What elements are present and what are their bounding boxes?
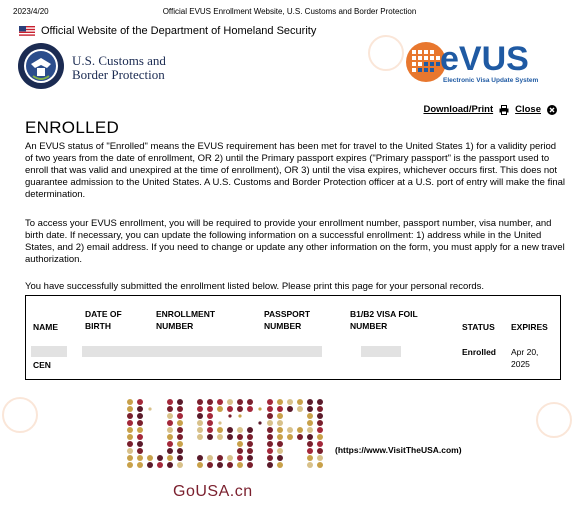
usa-dot bbox=[317, 427, 323, 433]
visit-the-usa-link[interactable]: (https://www.VisitTheUSA.com) bbox=[335, 445, 462, 455]
usa-dot bbox=[127, 399, 133, 405]
usa-dot bbox=[177, 462, 183, 468]
usa-dot bbox=[247, 455, 253, 461]
us-flag-icon bbox=[19, 26, 35, 36]
usa-dot bbox=[177, 441, 183, 447]
evus-tagline: Electronic Visa Update System bbox=[443, 77, 539, 84]
usa-dot bbox=[228, 414, 231, 417]
usa-dot bbox=[277, 441, 283, 447]
usa-dot bbox=[277, 420, 283, 426]
usa-dot bbox=[217, 434, 223, 440]
row-name: CEN bbox=[33, 360, 51, 370]
usa-dot bbox=[277, 406, 283, 412]
usa-dot bbox=[167, 462, 173, 468]
usa-dot bbox=[167, 406, 173, 412]
usa-dot bbox=[317, 420, 323, 426]
usa-dot bbox=[197, 413, 203, 419]
usa-dot bbox=[197, 406, 203, 412]
usa-dot bbox=[267, 413, 273, 419]
usa-dot bbox=[177, 413, 183, 419]
usa-dot bbox=[227, 427, 233, 433]
usa-dot bbox=[197, 462, 203, 468]
usa-dot bbox=[277, 448, 283, 454]
status-explanation: An EVUS status of "Enrolled" means the EVUS requirement has been met for travel to the United States 1) for a validity period of two years from the date of enrollment, OR 2) until the Primary passport expires ("Primary passport" is the passport used to enroll that was valid and unexpired at the time of enrollment), OR 3) until the visa expires, whichever occurs first. This does not guarantee admission to the United States. A U.S. Customs and Border Protection officer at a U.S. port of entry will make the final determination. bbox=[25, 141, 566, 201]
usa-dot bbox=[227, 406, 233, 412]
col-status: STATUS bbox=[462, 322, 495, 332]
usa-dot bbox=[317, 413, 323, 419]
col-visa-foil-number: B1/B2 VISA FOIL NUMBER bbox=[350, 309, 418, 331]
usa-dotted-logo bbox=[124, 396, 328, 471]
redacted-name-part bbox=[31, 346, 67, 357]
usa-dot bbox=[267, 441, 273, 447]
usa-dot bbox=[258, 421, 261, 424]
usa-dot bbox=[148, 407, 151, 410]
usa-dot bbox=[247, 406, 253, 412]
usa-dot bbox=[207, 399, 213, 405]
usa-dot bbox=[127, 441, 133, 447]
dhs-seal-icon bbox=[17, 42, 65, 90]
usa-dot bbox=[297, 427, 303, 433]
usa-dot bbox=[157, 462, 163, 468]
col-name: NAME bbox=[33, 322, 59, 332]
row-status: Enrolled bbox=[462, 347, 497, 357]
usa-dot bbox=[267, 462, 273, 468]
usa-dot bbox=[247, 399, 253, 405]
usa-dot bbox=[147, 462, 153, 468]
col-expires: EXPIRES bbox=[511, 322, 548, 332]
usa-dot bbox=[307, 441, 313, 447]
usa-dot bbox=[307, 413, 313, 419]
usa-dot bbox=[267, 455, 273, 461]
usa-dot bbox=[237, 441, 243, 447]
usa-dot bbox=[207, 427, 213, 433]
usa-dot bbox=[247, 441, 253, 447]
col-dob: DATE OF BIRTH bbox=[85, 309, 122, 331]
usa-dot bbox=[287, 427, 293, 433]
usa-dot bbox=[207, 406, 213, 412]
usa-dot bbox=[247, 427, 253, 433]
usa-dot bbox=[207, 462, 213, 468]
usa-dot bbox=[277, 413, 283, 419]
usa-dot bbox=[267, 399, 273, 405]
usa-dot bbox=[207, 455, 213, 461]
usa-dot bbox=[297, 434, 303, 440]
banner-text: Official Website of the Department of Homeland Security bbox=[41, 25, 317, 37]
usa-dot bbox=[197, 427, 203, 433]
usa-dot bbox=[177, 399, 183, 405]
redacted-visa-foil bbox=[361, 346, 401, 357]
usa-dot bbox=[167, 434, 173, 440]
col-enrollment-number: ENROLLMENT NUMBER bbox=[156, 309, 216, 331]
usa-dot bbox=[217, 427, 223, 433]
usa-dot bbox=[287, 399, 293, 405]
usa-dot bbox=[207, 434, 213, 440]
usa-dot bbox=[177, 427, 183, 433]
usa-dot bbox=[267, 420, 273, 426]
usa-dot bbox=[127, 462, 133, 468]
usa-dot bbox=[177, 455, 183, 461]
usa-dot bbox=[217, 462, 223, 468]
usa-dot bbox=[247, 462, 253, 468]
watermark-icon bbox=[0, 395, 40, 435]
printer-icon[interactable] bbox=[499, 105, 509, 115]
usa-dot bbox=[137, 420, 143, 426]
usa-dot bbox=[127, 413, 133, 419]
usa-dot bbox=[167, 413, 173, 419]
usa-dot bbox=[258, 407, 261, 410]
usa-dot bbox=[277, 455, 283, 461]
usa-dot bbox=[167, 420, 173, 426]
print-page-title: Official EVUS Enrollment Website, U.S. Customs and Border Protection bbox=[162, 7, 417, 16]
usa-dot bbox=[297, 406, 303, 412]
usa-dot bbox=[157, 455, 163, 461]
usa-dot bbox=[137, 399, 143, 405]
usa-dot bbox=[277, 399, 283, 405]
usa-dot bbox=[267, 427, 273, 433]
usa-dot bbox=[307, 406, 313, 412]
usa-dot bbox=[307, 420, 313, 426]
usa-dot bbox=[277, 427, 283, 433]
usa-dot bbox=[217, 406, 223, 412]
usa-dot bbox=[127, 455, 133, 461]
usa-dot bbox=[287, 406, 293, 412]
usa-dot bbox=[238, 414, 241, 417]
access-instructions: To access your EVUS enrollment, you will be required to provide your enrollment number, passport number, visa number, and birth date. If necessary, you can update the following information on a successful enrollment: 1) address while in the United States, and 2) email address. If you need to change or update any other information on the form, you must apply for a new travel authorization. bbox=[25, 218, 565, 266]
usa-dot bbox=[137, 455, 143, 461]
usa-dot bbox=[137, 413, 143, 419]
usa-dot bbox=[227, 455, 233, 461]
print-date: 2023/4/20 bbox=[13, 7, 49, 16]
usa-dot bbox=[317, 406, 323, 412]
usa-dot bbox=[207, 413, 213, 419]
usa-dot bbox=[127, 406, 133, 412]
usa-dot bbox=[237, 427, 243, 433]
usa-dot bbox=[227, 434, 233, 440]
evus-brand: eVUS bbox=[440, 40, 529, 78]
usa-dot bbox=[307, 399, 313, 405]
redacted-numbers bbox=[82, 346, 322, 357]
usa-dot bbox=[137, 462, 143, 468]
page-actions bbox=[423, 104, 557, 115]
usa-dot bbox=[137, 441, 143, 447]
usa-dot bbox=[307, 434, 313, 440]
dhs-banner bbox=[19, 25, 316, 37]
usa-dot bbox=[137, 406, 143, 412]
usa-dot bbox=[147, 455, 153, 461]
usa-dot bbox=[167, 448, 173, 454]
usa-dot bbox=[317, 455, 323, 461]
usa-dot bbox=[137, 427, 143, 433]
usa-dot bbox=[317, 441, 323, 447]
usa-dot bbox=[277, 434, 283, 440]
gousa-logo-text: GoUSA.cn bbox=[173, 483, 253, 500]
usa-dot bbox=[247, 448, 253, 454]
usa-dot bbox=[307, 462, 313, 468]
usa-dot bbox=[247, 434, 253, 440]
usa-dot bbox=[197, 420, 203, 426]
usa-dot bbox=[317, 448, 323, 454]
usa-dot bbox=[217, 399, 223, 405]
usa-dot bbox=[237, 462, 243, 468]
usa-dot bbox=[177, 434, 183, 440]
usa-dot bbox=[197, 434, 203, 440]
agency-line2: Border Protection bbox=[72, 67, 165, 82]
close-icon[interactable] bbox=[547, 105, 557, 115]
usa-dot bbox=[297, 399, 303, 405]
enrollment-table bbox=[25, 295, 561, 380]
usa-dot bbox=[317, 434, 323, 440]
usa-dot bbox=[267, 434, 273, 440]
usa-dot bbox=[307, 455, 313, 461]
close-link[interactable]: Close bbox=[515, 104, 541, 115]
watermark-icon bbox=[534, 400, 574, 440]
usa-dot bbox=[177, 448, 183, 454]
usa-dot bbox=[317, 399, 323, 405]
usa-dot bbox=[307, 427, 313, 433]
usa-dot bbox=[197, 399, 203, 405]
usa-dot bbox=[177, 420, 183, 426]
col-passport-number: PASSPORT NUMBER bbox=[264, 309, 311, 331]
usa-dot bbox=[127, 434, 133, 440]
usa-dot bbox=[167, 441, 173, 447]
usa-dot bbox=[167, 427, 173, 433]
submission-confirmation: You have successfully submitted the enrollment listed below. Please print this page for your personal records. bbox=[25, 281, 485, 292]
usa-dot bbox=[237, 406, 243, 412]
usa-dot bbox=[307, 448, 313, 454]
usa-dot bbox=[177, 406, 183, 412]
usa-dot bbox=[167, 455, 173, 461]
page-title: ENROLLED bbox=[25, 118, 120, 137]
download-print-link[interactable]: Download/Print bbox=[423, 104, 494, 115]
usa-dot bbox=[237, 434, 243, 440]
usa-dot bbox=[127, 448, 133, 454]
watermark-icon bbox=[366, 33, 406, 73]
usa-dot bbox=[167, 399, 173, 405]
usa-dot bbox=[237, 399, 243, 405]
usa-dot bbox=[197, 455, 203, 461]
usa-dot bbox=[218, 421, 221, 424]
usa-dot bbox=[287, 434, 293, 440]
usa-dot bbox=[267, 406, 273, 412]
agency-line1: U.S. Customs and bbox=[72, 53, 166, 68]
usa-dot bbox=[227, 399, 233, 405]
usa-dot bbox=[237, 455, 243, 461]
usa-dot bbox=[127, 420, 133, 426]
usa-dot bbox=[267, 448, 273, 454]
usa-dot bbox=[127, 427, 133, 433]
usa-dot bbox=[277, 462, 283, 468]
usa-dot bbox=[317, 462, 323, 468]
usa-dot bbox=[207, 420, 213, 426]
print-header bbox=[0, 0, 579, 20]
agency-name bbox=[72, 54, 166, 82]
row-expires: Apr 20, 2025 bbox=[511, 347, 539, 369]
usa-dot bbox=[217, 455, 223, 461]
usa-dot bbox=[237, 448, 243, 454]
usa-dot bbox=[137, 434, 143, 440]
usa-dot bbox=[227, 462, 233, 468]
usa-dot bbox=[137, 448, 143, 454]
